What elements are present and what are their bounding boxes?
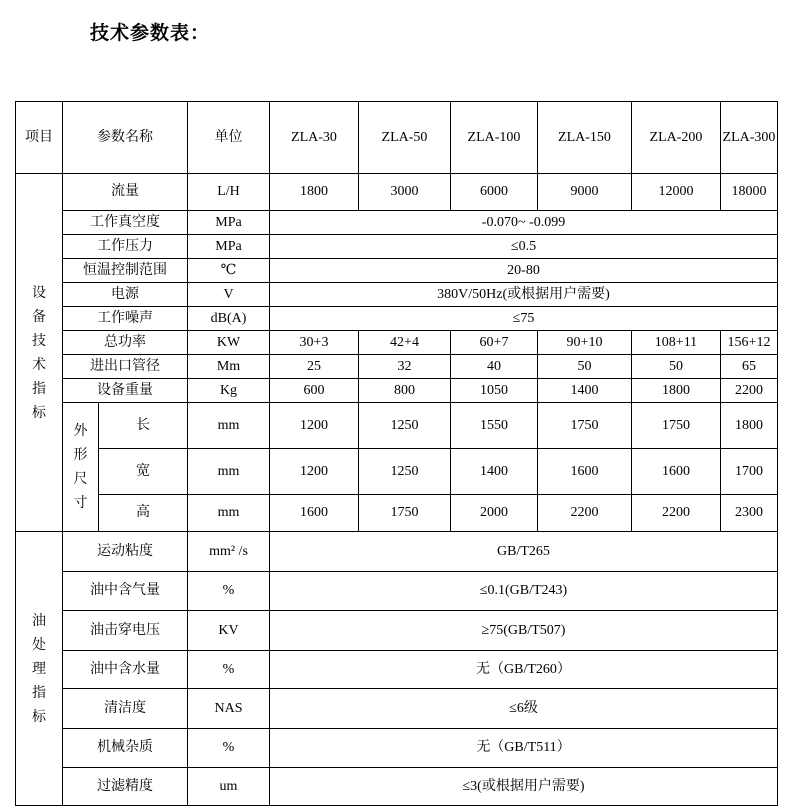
table-row [16,611,778,651]
param-name: 运动粘度 [63,532,188,572]
param-name: 流量 [63,174,188,211]
cell-value: 65 [721,355,778,379]
cell-value: 1800 [270,174,359,211]
table-row [16,307,778,331]
table-row [16,689,778,729]
header-param: 参数名称 [63,102,188,174]
param-unit: V [188,283,270,307]
cell-value: 90+10 [538,331,632,355]
param-unit: mm [188,403,270,449]
merged-value: 无（GB/T260） [270,651,778,689]
cell-value: 1550 [451,403,538,449]
param-name: 高 [99,495,188,532]
param-name: 油中含水量 [63,651,188,689]
param-name: 油击穿电压 [63,611,188,651]
param-name: 宽 [99,449,188,495]
cell-value: 9000 [538,174,632,211]
table-row [16,259,778,283]
cell-value: 156+12 [721,331,778,355]
cell-value: 1800 [721,403,778,449]
table-row [16,495,778,532]
cell-value: 1050 [451,379,538,403]
cell-value: 1750 [538,403,632,449]
cell-value: 1600 [632,449,721,495]
header-model: ZLA-30 [270,102,359,174]
param-unit: % [188,651,270,689]
table-row [16,211,778,235]
table-row [16,331,778,355]
header-model: ZLA-300 [721,102,778,174]
merged-value: 380V/50Hz(或根据用户需要) [270,283,778,307]
param-name: 总功率 [63,331,188,355]
table-row [16,532,778,572]
cell-value: 1600 [538,449,632,495]
param-name: 工作真空度 [63,211,188,235]
header-model: ZLA-100 [451,102,538,174]
cell-value: 1200 [270,403,359,449]
table-row [16,651,778,689]
cell-value: 1200 [270,449,359,495]
merged-value: ≥75(GB/T507) [270,611,778,651]
param-name: 机械杂质 [63,729,188,768]
merged-value: 20-80 [270,259,778,283]
cell-value: 1250 [359,449,451,495]
cell-value: 1600 [270,495,359,532]
param-name: 工作压力 [63,235,188,259]
header-model: ZLA-150 [538,102,632,174]
header-row [16,102,778,174]
param-unit: mm [188,495,270,532]
param-unit: um [188,768,270,806]
cell-value: 42+4 [359,331,451,355]
param-name: 长 [99,403,188,449]
cell-value: 6000 [451,174,538,211]
param-unit: Mm [188,355,270,379]
table-row [16,355,778,379]
cell-value: 2200 [721,379,778,403]
cell-value: 2000 [451,495,538,532]
param-name: 电源 [63,283,188,307]
header-item: 项目 [16,102,63,174]
param-unit: mm² /s [188,532,270,572]
spec-table [15,101,778,806]
table-row [16,572,778,611]
cell-value: 12000 [632,174,721,211]
param-name: 清洁度 [63,689,188,729]
header-model: ZLA-50 [359,102,451,174]
cell-value: 50 [632,355,721,379]
cell-value: 60+7 [451,331,538,355]
param-name: 设备重量 [63,379,188,403]
param-unit: MPa [188,211,270,235]
merged-value: ≤6级 [270,689,778,729]
cell-value: 1700 [721,449,778,495]
merged-value: ≤75 [270,307,778,331]
cell-value: 40 [451,355,538,379]
cell-value: 1750 [632,403,721,449]
param-unit: Kg [188,379,270,403]
cell-value: 600 [270,379,359,403]
cell-value: 2300 [721,495,778,532]
table-row [16,379,778,403]
table-row [16,768,778,806]
param-unit: NAS [188,689,270,729]
table-row [16,283,778,307]
merged-value: -0.070~ -0.099 [270,211,778,235]
cell-value: 2200 [538,495,632,532]
param-unit: ℃ [188,259,270,283]
cell-value: 1750 [359,495,451,532]
cell-value: 2200 [632,495,721,532]
cell-value: 108+11 [632,331,721,355]
param-name: 恒温控制范围 [63,259,188,283]
param-unit: L/H [188,174,270,211]
param-name: 进出口管径 [63,355,188,379]
merged-value: GB/T265 [270,532,778,572]
cell-value: 1800 [632,379,721,403]
param-unit: % [188,729,270,768]
dimensions-label: 外形尺寸 [63,403,99,532]
param-name: 工作噪声 [63,307,188,331]
param-unit: KW [188,331,270,355]
param-unit: KV [188,611,270,651]
cell-value: 18000 [721,174,778,211]
param-name: 油中含气量 [63,572,188,611]
cell-value: 32 [359,355,451,379]
cell-value: 800 [359,379,451,403]
table-row [16,729,778,768]
page-title: 技术参数表： [90,22,211,44]
table-row [16,403,778,449]
param-unit: dB(A) [188,307,270,331]
param-unit: mm [188,449,270,495]
param-name: 过滤精度 [63,768,188,806]
cell-value: 30+3 [270,331,359,355]
param-unit: MPa [188,235,270,259]
table-row [16,174,778,211]
cell-value: 25 [270,355,359,379]
cell-value: 3000 [359,174,451,211]
header-unit: 单位 [188,102,270,174]
merged-value: 无（GB/T511） [270,729,778,768]
cell-value: 1400 [538,379,632,403]
table-row [16,235,778,259]
cell-value: 50 [538,355,632,379]
cell-value: 1250 [359,403,451,449]
cell-value: 1400 [451,449,538,495]
table-row [16,449,778,495]
equipment-section-label: 设备技术指标 [16,174,63,532]
header-model: ZLA-200 [632,102,721,174]
oil-section-label: 油处理指标 [16,532,63,806]
param-unit: % [188,572,270,611]
merged-value: ≤0.5 [270,235,778,259]
merged-value: ≤0.1(GB/T243) [270,572,778,611]
merged-value: ≤3(或根据用户需要) [270,768,778,806]
